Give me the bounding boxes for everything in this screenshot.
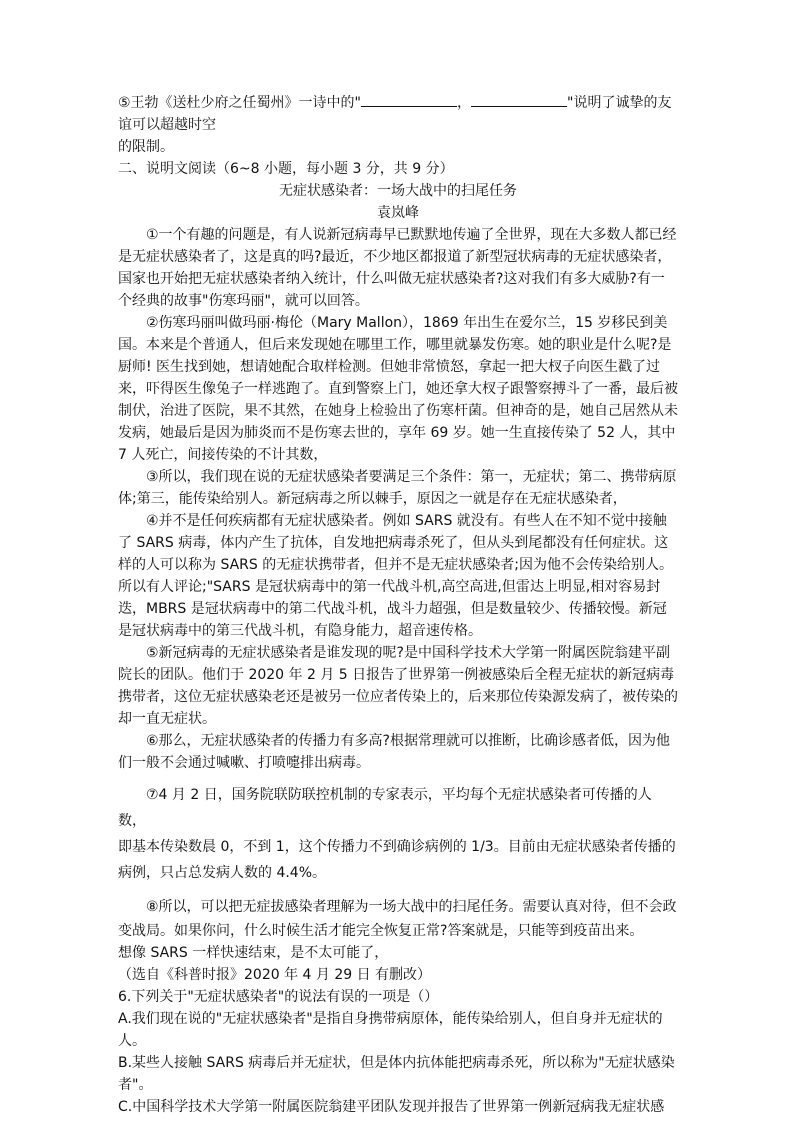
poem-question-suffix: "说明了诚挚的友谊可以超越时空 — [118, 95, 672, 133]
paragraph-8-first-line: ⑧所以，可以把无症拔感染者理解为一场大战中的扫尾任务。需要认真对待，但不会政 — [146, 899, 677, 915]
paragraph-6: ⑥那么，无症状感染者的传播力有多高?根据常理就可以推断，比确诊感者低，因为他们一般不会通过喊嗽、打喷嚏排出病毒。 — [118, 733, 670, 771]
poem-question-prefix: ⑤王勃《送杜少府之任蜀州》一诗中的" — [118, 95, 361, 111]
paragraph-7-rest: 即基本传染数晨 0，不到 1，这个传播力不到确诊病例的 1/3。目前由无症状感染者传播的病例，只占总发病人数的 4.4%。 — [118, 839, 676, 881]
paragraph-7-first-line: ⑦4 月 2 日，国务院联防联控机制的专家表示，平均每个无症状感染者可传播的人数， — [118, 787, 652, 829]
document-page — [118, 92, 678, 1118]
article-author: 袁岚峰 — [377, 205, 419, 221]
answer-blank-1[interactable] — [361, 94, 457, 107]
paragraph-5: ⑤新冠病毒的无症状感染者是谁发现的呢?是中国科学技术大学第一附属医院翁建平副院长的团队。他们于 2020 年 2 月 5 日报告了世界第一例被感染后全程无症状的新冠病毒携带者，这位无症状感染老还是被另一位应者传染上的，后来那位传染源发病了，被传染的却一直无症状。 — [118, 645, 678, 727]
answer-blank-2[interactable] — [471, 94, 567, 107]
question-6-option-a[interactable]: A.我们现在说的"无症状感染者"是指自身携带病原体，能传染给别人，但自身并无症状的人。 — [118, 1011, 663, 1049]
paragraph-8-line-3: 想像 SARS 一样快速结束，是不太可能了， — [118, 945, 389, 961]
paragraph-4: ④并不是任何疾病都有无症状感染者。例如 SARS 就没有。有些人在不知不觉中接触了 SARS 病毒，体内产生了抗体，自发地把病毒杀死了，但从头到尾都没有任何症状。这样的人可以称为 SARS 的无症状携带者，但并不是无症状感染者;因为他不会传染给别人。所以有人评论;"SARS 是冠状病毒中的第一代战斗机,高空高进,但雷达上明显,相对容易封迭，MBRS 是冠状病毒中的第二代战斗机，战斗力超强，但是数量较少、传播较慢。新冠是冠状病毒中的第三代战斗机，有隐身能力，超音速传格。 — [118, 513, 673, 639]
source-note: （选自《科普时报》2020 年 4 月 29 日 有删改） — [118, 967, 432, 983]
poem-question-continuation: 的限制。 — [118, 139, 174, 155]
section-heading: 二、说明文阅读（6~8 小题，每小题 3 分，共 9 分） — [118, 161, 454, 177]
question-6-option-b[interactable]: B.某些人接触 SARS 病毒后并无症状，但是体内抗体能把病毒杀死，所以称为"无症状感染者"。 — [118, 1055, 675, 1093]
question-6-option-c[interactable]: C.中国科学技术大学第一附属医院翁建平团队发现并报告了世界第一例新冠病我无症状感 — [118, 1099, 665, 1115]
question-6-stem: 6.下列关于"无症状感染者"的说法有误的一项是（） — [118, 989, 439, 1005]
paragraph-2: ②伤寒玛丽叫做玛丽·梅伦（Mary Mallon），1869 年出生在爱尔兰，15 岁移民到美国。本来是个普通人，但后来发现她在哪里工作，哪里就暴发伤寒。她的职业是什么呢?是厨师! 医生找到她，想请她配合取样检测。但她非常愤怒，拿起一把大杈子向医生戳了过来，吓得医生像兔子一样逃跑了。直到警察上门，她还拿大杈子跟警察搏斗了一番，最后被制伏，治进了医院，果不其然，在她身上检验出了伤寒杆菌。但神奇的是，她自己居然从未发病，她最后是因为肺炎而不是伤寒去世的，享年 69 岁。她一生直接传染了 52 人，其中 7 人死亡，间接传染的不计其数， — [118, 315, 678, 463]
article-title: 无症状感染者：一场大战中的扫尾任务 — [279, 183, 517, 199]
poem-question-line — [118, 92, 678, 136]
paragraph-8-line-2: 变战局。如果你问，什么时候生活才能完全恢复正常?答案就是，只能等到疫苗出来。 — [118, 923, 644, 939]
paragraph-3: ③所以，我们现在说的无症状感染者要满足三个条件：第一，无症状；第二、携带病原体;第三，能传染给别人。新冠病毒之所以棘手，原因之一就是存在无症状感染者， — [118, 469, 677, 507]
spacer — [118, 886, 678, 894]
poem-question-separator: ， — [457, 95, 471, 111]
paragraph-1: ①一个有趣的问题是，有人说新冠病毒早已默默地传遍了全世界，现在大多数人都已经是无症状感染者了，这是真的吗?最近，不少地区都报道了新型冠状病毒的无症状感染者，国家也开始把无症状感染者纳入统计，什么叫做无症状感染者?这对我们有多大威胁?有一个经典的故事"伤寒玛丽"，就可以回答。 — [118, 227, 677, 309]
spacer — [118, 774, 678, 782]
